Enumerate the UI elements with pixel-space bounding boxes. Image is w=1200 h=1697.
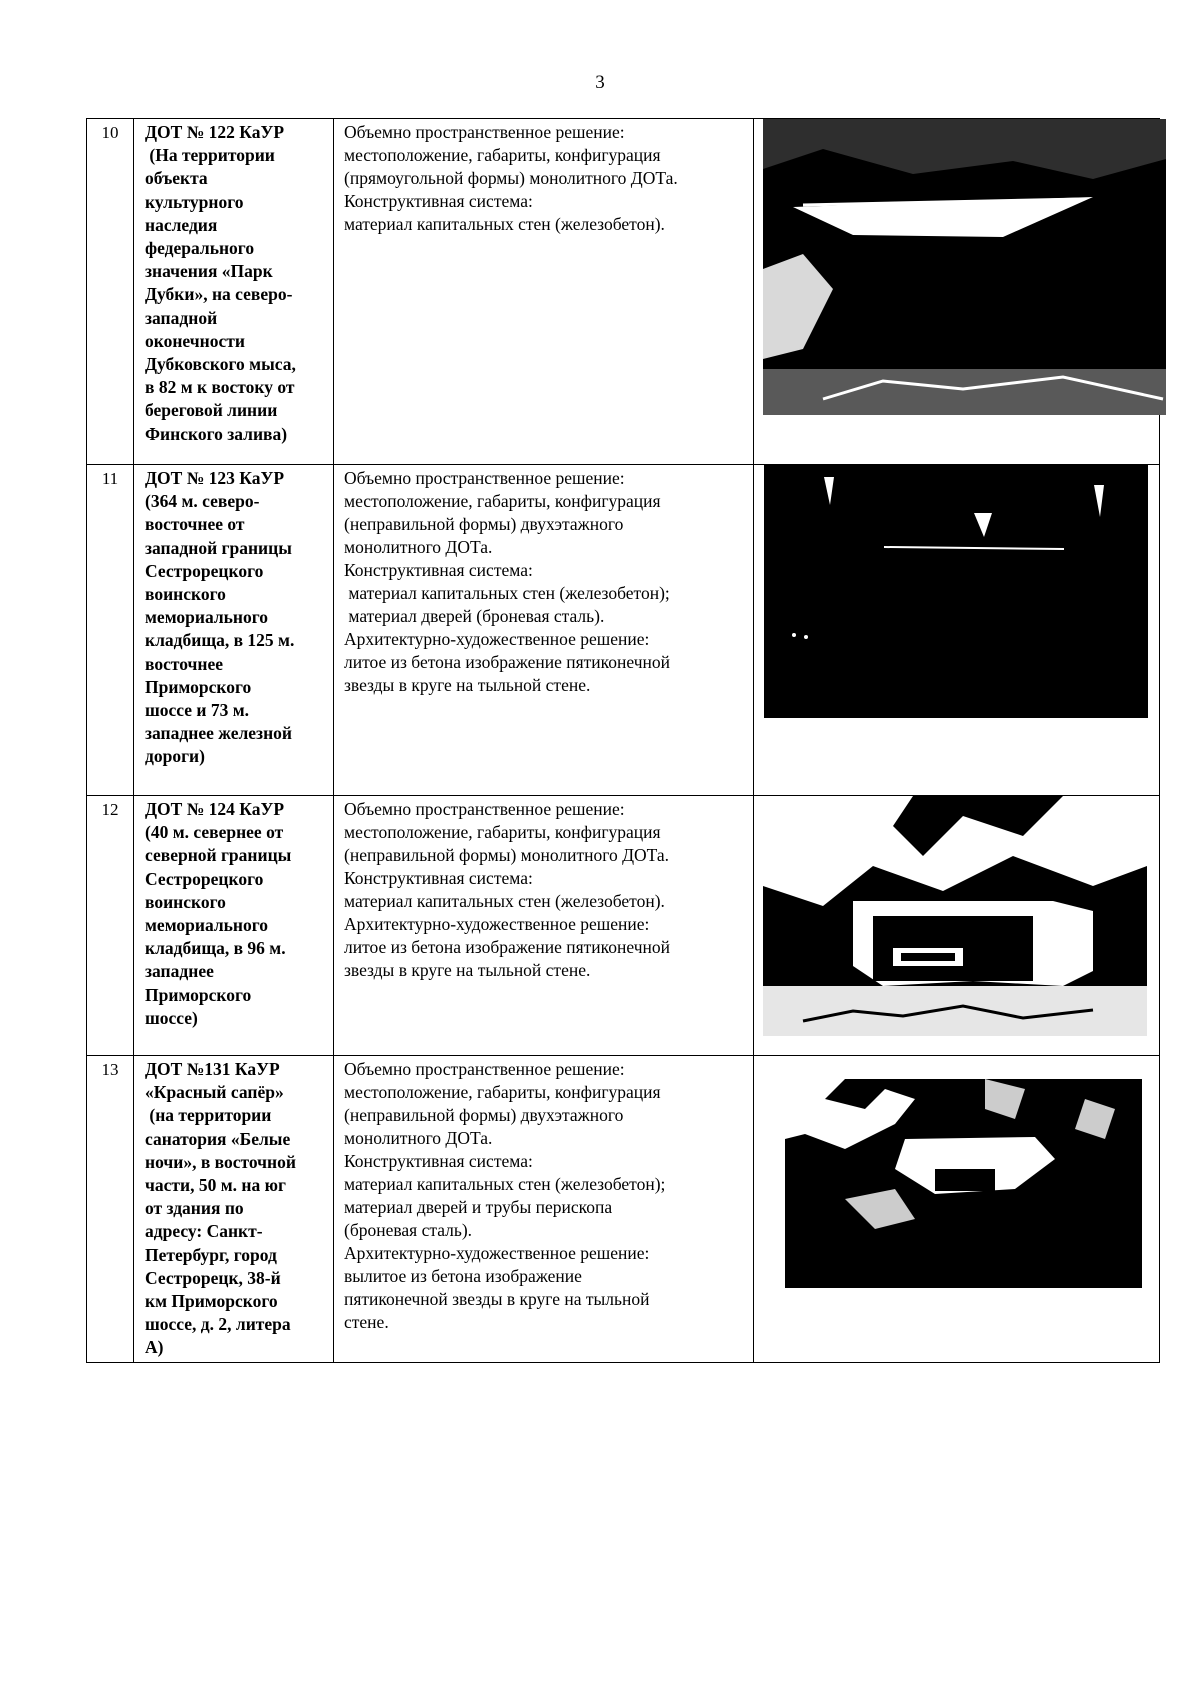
name-line: наследия [145,214,218,235]
description-line: (прямоугольной формы) монолитного ДОТа. [344,168,678,188]
name-line: мемориального [145,607,269,628]
name-line: А) [145,1337,164,1358]
photo-cell [754,1056,1160,1363]
bunker-photo [764,465,1148,718]
table-row [87,119,1160,465]
name-line: культурного [145,191,244,212]
object-name [134,1056,334,1363]
name-line: северной границы [145,845,292,866]
bunker-photo [763,796,1147,1036]
name-line: Сестрорецкого [145,560,264,581]
name-line: ДОТ № 124 КаУР [145,799,285,819]
name-line: ночи», в восточной [145,1151,296,1172]
name-line: адресу: Санкт- [145,1221,263,1242]
name-line: ДОТ № 123 КаУР [145,468,285,488]
description-line: материал капитальных стен (железобетон). [344,214,665,234]
description-line: (броневая сталь). [344,1220,473,1240]
name-line: восточнее [145,653,223,674]
name-line: воинского [145,891,226,912]
description-line: материал дверей и трубы перископа [344,1197,613,1217]
description-line: стене. [344,1312,389,1332]
description-line: монолитного ДОТа. [344,1128,493,1148]
bunker-photo [785,1079,1142,1288]
name-line: (на территории [145,1105,272,1126]
name-line: ДОТ №131 КаУР [145,1059,280,1079]
description-line: Конструктивная система: [344,191,533,211]
name-line: воинского [145,584,226,605]
name-line: Сестрорецк, 38-й [145,1267,281,1288]
description-line: Объемно пространственное решение: [344,799,625,819]
description-line: вылитое из бетона изображение [344,1266,582,1286]
name-line: шоссе, д. 2, литера [145,1314,291,1335]
name-line: федерального [145,238,255,259]
description-line: Конструктивная система: [344,868,533,888]
description-line: Архитектурно-художественное решение: [344,914,650,934]
name-line: Петербург, город [145,1244,277,1265]
name-line: Дубки», на северо- [145,284,293,305]
name-line: дороги) [145,746,205,767]
description-line: Объемно пространственное решение: [344,1059,625,1079]
name-line: западной границы [145,537,292,558]
object-name [134,465,334,796]
object-description [334,119,754,465]
name-line: Финского залива) [145,423,288,444]
name-line: кладбища, в 125 м. [145,630,295,651]
description-line: (неправильной формы) монолитного ДОТа. [344,845,670,865]
name-line: в 82 м к востоку от [145,377,295,398]
name-line: восточнее от [145,514,245,535]
object-description [334,1056,754,1363]
description-line: Конструктивная система: [344,1151,533,1171]
name-line: ДОТ № 122 КаУР [145,122,285,142]
description-line: материал капитальных стен (железобетон); [344,1174,666,1194]
description-line: звезды в круге на тыльной стене. [344,675,591,695]
description-line: (неправильной формы) двухэтажного [344,1105,624,1125]
description-line: материал капитальных стен (железобетон). [344,891,665,911]
description-line: Архитектурно-художественное решение: [344,1243,650,1263]
name-line: Сестрорецкого [145,868,264,889]
name-line: от здания по [145,1198,244,1219]
name-line: мемориального [145,915,269,936]
table-row [87,465,1160,796]
name-line: (40 м. севернее от [145,822,284,843]
name-line: км Приморского [145,1291,278,1312]
description-line: литое из бетона изображение пятиконечной [344,652,671,672]
description-line: (неправильной формы) двухэтажного [344,514,624,534]
description-line: пятиконечной звезды в круге на тыльной [344,1289,650,1309]
photo-cell [754,119,1160,465]
row-number: 11 [87,465,134,796]
object-description [334,796,754,1056]
description-line: литое из бетона изображение пятиконечной [344,937,671,957]
object-name [134,796,334,1056]
name-line: шоссе и 73 м. [145,700,250,721]
bunker-photo [763,119,1166,415]
name-line: Приморского [145,676,252,697]
description-line: материал капитальных стен (железобетон); [344,583,670,603]
row-number: 12 [87,796,134,1056]
description-line: местоположение, габариты, конфигурация [344,145,661,165]
description-line: местоположение, габариты, конфигурация [344,491,661,511]
name-line: западнее железной [145,723,292,744]
description-line: Объемно пространственное решение: [344,468,625,488]
name-line: западнее [145,961,214,982]
name-line: кладбища, в 96 м. [145,938,286,959]
name-line: Дубковского мыса, [145,354,296,375]
name-line: санатория «Белые [145,1128,291,1149]
description-line: Конструктивная система: [344,560,533,580]
name-line: (На территории [145,145,275,166]
name-line: шоссе) [145,1007,198,1028]
name-line: (364 м. северо- [145,491,260,512]
description-line: местоположение, габариты, конфигурация [344,822,661,842]
name-line: Приморского [145,984,252,1005]
name-line: западной [145,307,218,328]
objects-table [86,118,1160,1363]
description-line: местоположение, габариты, конфигурация [344,1082,661,1102]
object-description [334,465,754,796]
photo-cell [754,465,1160,796]
row-number: 13 [87,1056,134,1363]
description-line: звезды в круге на тыльной стене. [344,960,591,980]
description-line: Объемно пространственное решение: [344,122,625,142]
name-line: «Красный сапёр» [145,1082,284,1103]
name-line: береговой линии [145,400,278,421]
table-row [87,796,1160,1056]
description-line: Архитектурно-художественное решение: [344,629,650,649]
description-line: монолитного ДОТа. [344,537,493,557]
page-number: 3 [595,72,605,93]
photo-cell [754,796,1160,1056]
object-name [134,119,334,465]
name-line: части, 50 м. на юг [145,1175,286,1196]
name-line: значения «Парк [145,261,273,282]
name-line: объекта [145,168,208,189]
table-row [87,1056,1160,1363]
row-number: 10 [87,119,134,465]
name-line: оконечности [145,330,245,351]
description-line: материал дверей (броневая сталь). [344,606,605,626]
